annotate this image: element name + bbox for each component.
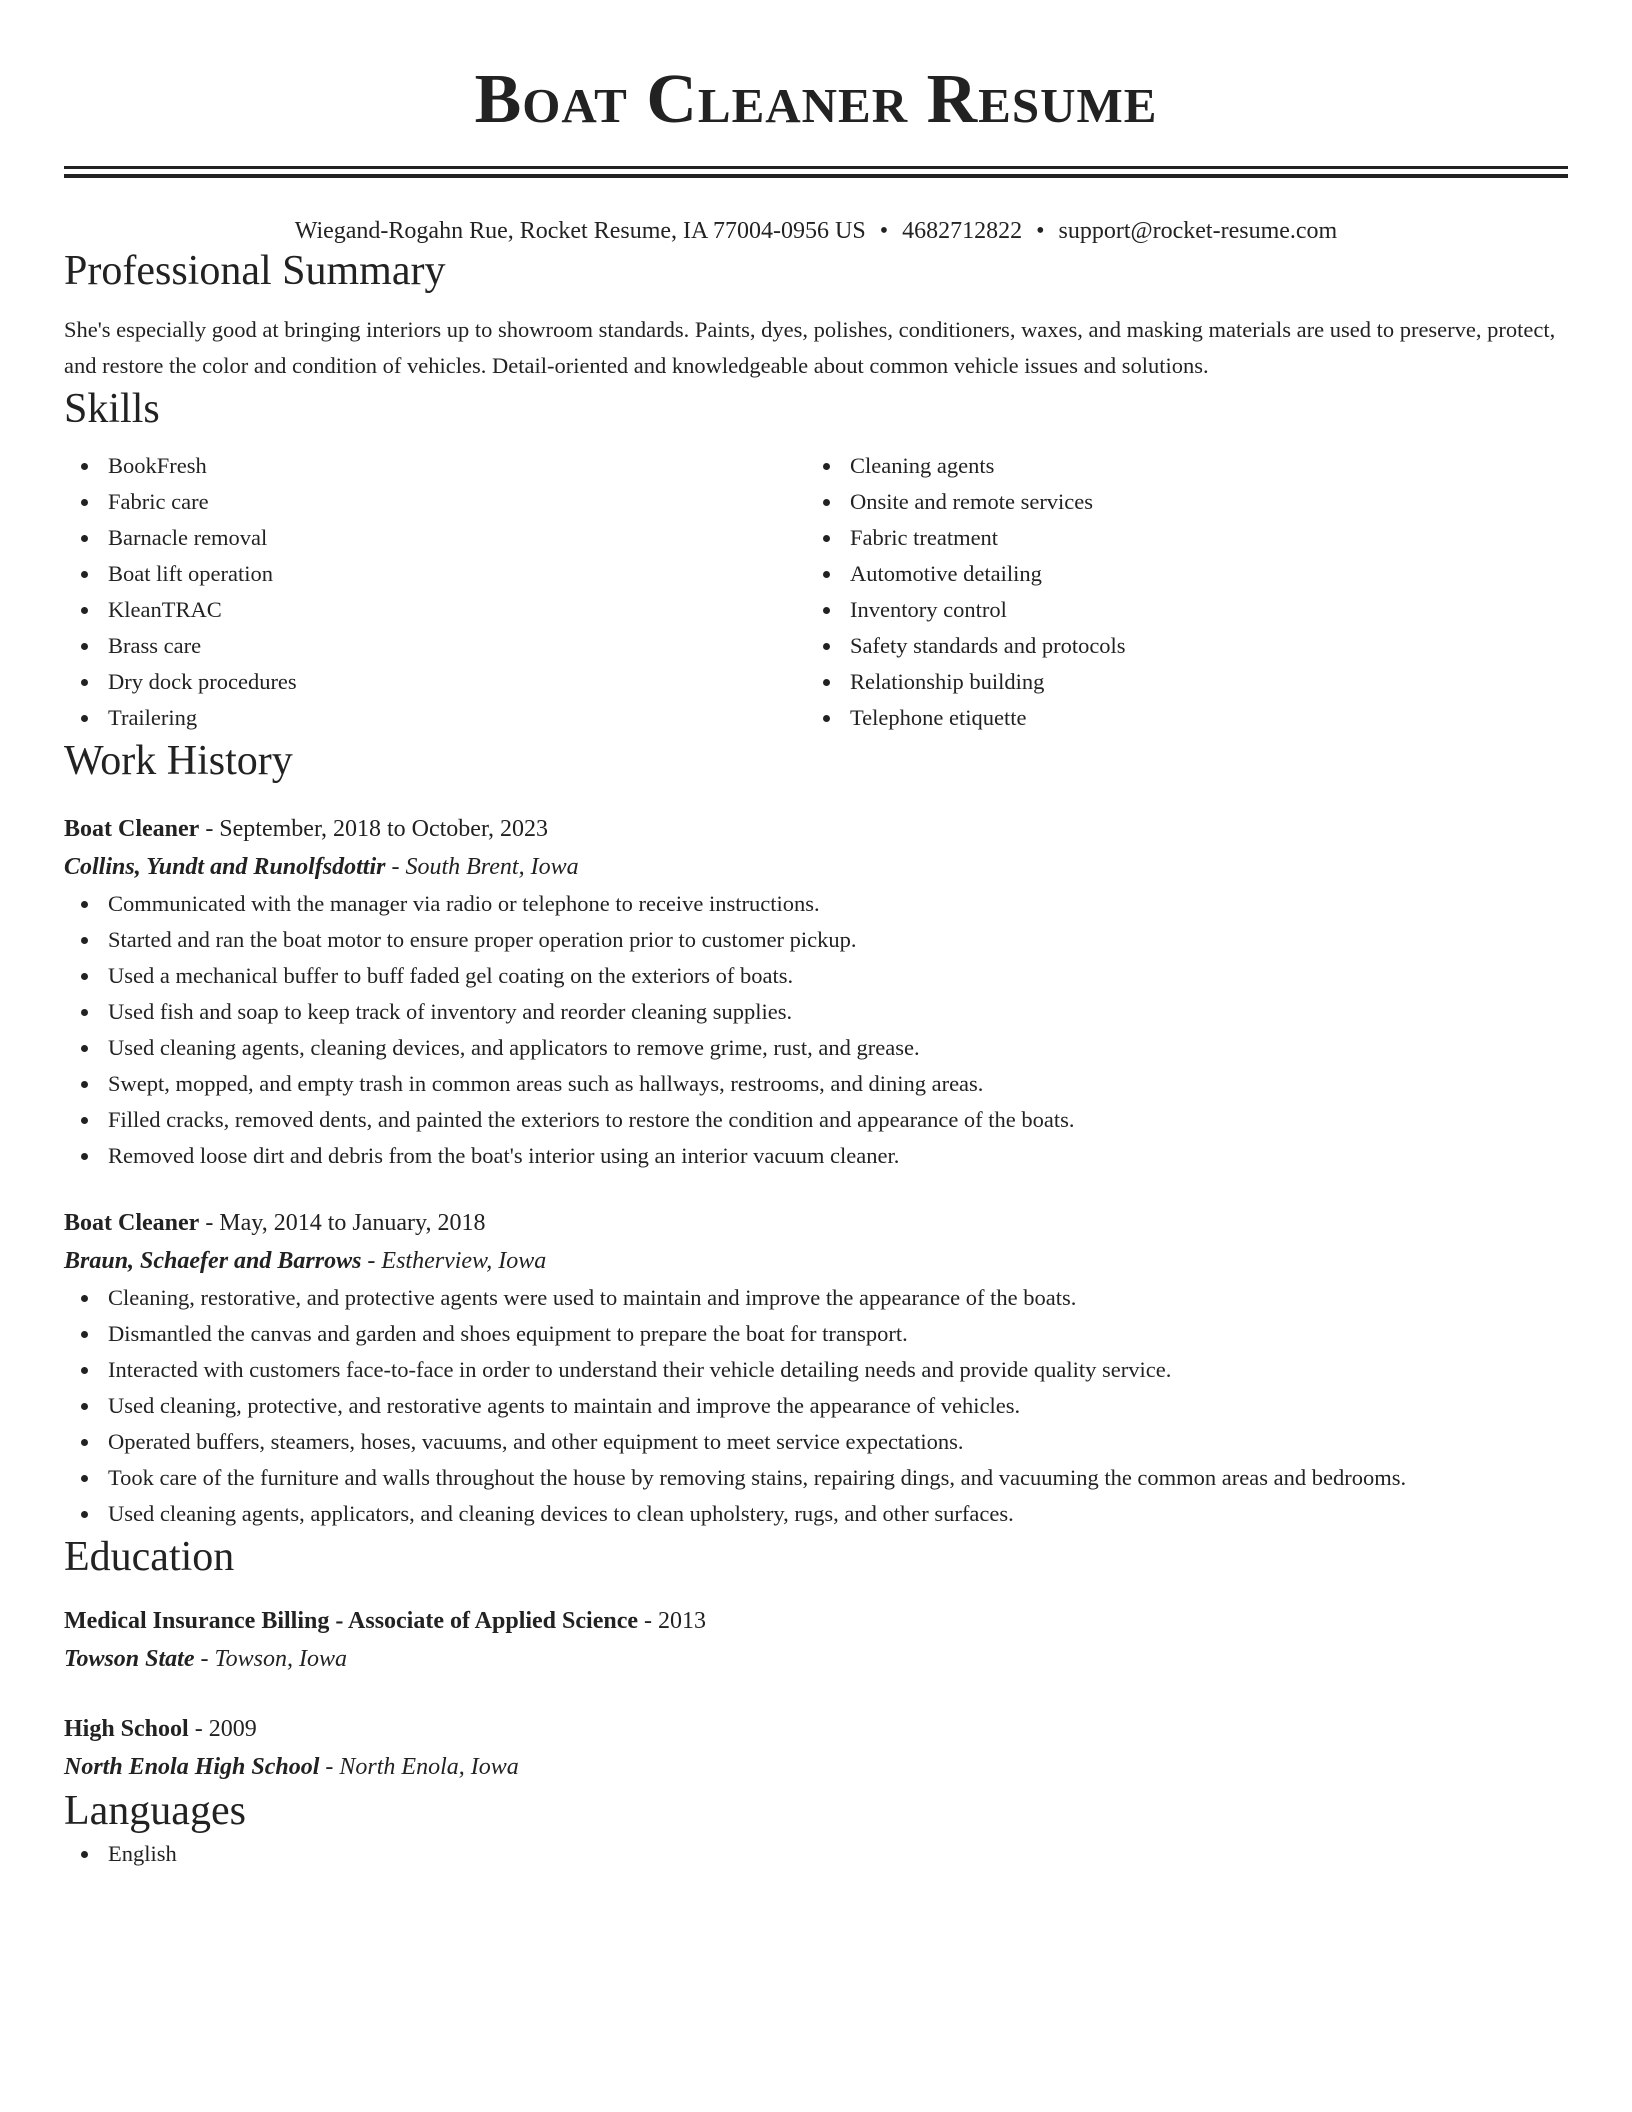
skill-item: Fabric care: [64, 484, 806, 520]
skill-item: Relationship building: [806, 664, 1548, 700]
job-duty: Took care of the furniture and walls throughout the house by removing stains, repairing dings, and vacuuming the common areas and bedrooms.: [64, 1460, 1568, 1496]
contact-separator: •: [1036, 218, 1045, 244]
contact-email: support@rocket-resume.com: [1058, 218, 1338, 244]
skill-item: BookFresh: [64, 448, 806, 484]
job-company: Braun, Schaefer and Barrows: [64, 1248, 362, 1274]
skill-item: Safety standards and protocols: [806, 628, 1548, 664]
language-item: English: [64, 1836, 1568, 1872]
job-location: - South Brent, Iowa: [385, 854, 579, 880]
job-duty: Interacted with customers face-to-face in order to understand their vehicle detailing needs and provide quality service.: [64, 1352, 1568, 1388]
skill-item: Trailering: [64, 700, 806, 736]
job-dates: - September, 2018 to October, 2023: [199, 816, 548, 842]
summary-text: She's especially good at bringing interiors up to showroom standards. Paints, dyes, polishes, conditioners, waxes, and masking materials are used to preserve, protect, and restore the color and condition of vehicles. Detail-oriented and knowledgeable about common vehicle issues and solutions.: [64, 317, 1556, 378]
job-duty: Operated buffers, steamers, hoses, vacuums, and other equipment to meet service expectations.: [64, 1424, 1568, 1460]
skill-item: Barnacle removal: [64, 520, 806, 556]
work-history-heading: Work History: [64, 738, 293, 784]
education-school: Towson State: [64, 1646, 195, 1672]
job-duty: Used cleaning agents, applicators, and cleaning devices to clean upholstery, rugs, and other surfaces.: [64, 1496, 1568, 1532]
education-school: North Enola High School: [64, 1754, 320, 1780]
education-degree-line: [64, 1710, 1568, 1748]
skill-item: Onsite and remote services: [806, 484, 1548, 520]
contact-line: [64, 216, 1568, 246]
job-title: Boat Cleaner: [64, 1210, 200, 1236]
contact-address: Wiegand-Rogahn Rue, Rocket Resume, IA 77004-0956 US: [294, 218, 866, 244]
job-duty: Started and ran the boat motor to ensure proper operation prior to customer pickup.: [64, 922, 1568, 958]
education-degree-line: [64, 1602, 1568, 1640]
title-divider-bottom: [64, 174, 1568, 178]
job-duty: Swept, mopped, and empty trash in common areas such as hallways, restrooms, and dining areas.: [64, 1066, 1568, 1102]
education-degree: Medical Insurance Billing - Associate of Applied Science: [64, 1608, 638, 1634]
job-duty: Filled cracks, removed dents, and painted the exteriors to restore the condition and appearance of the boats.: [64, 1102, 1568, 1138]
job-duty: Used a mechanical buffer to buff faded gel coating on the exteriors of boats.: [64, 958, 1568, 994]
skill-item: Dry dock procedures: [64, 664, 806, 700]
job-title-line: [64, 1204, 1568, 1242]
job-dates: - May, 2014 to January, 2018: [199, 1210, 486, 1236]
resume-title: Boat Cleaner Resume: [474, 61, 1158, 138]
summary-heading: Professional Summary: [64, 248, 446, 294]
job-duty: Used cleaning agents, cleaning devices, and applicators to remove grime, rust, and grease.: [64, 1030, 1568, 1066]
skills-heading: Skills: [64, 386, 160, 432]
contact-phone: 4682712822: [902, 218, 1023, 244]
skill-item: Automotive detailing: [806, 556, 1548, 592]
skill-item: Telephone etiquette: [806, 700, 1548, 736]
skill-item: Brass care: [64, 628, 806, 664]
education-year: - 2013: [638, 1608, 706, 1634]
skills-list-left: [64, 448, 806, 736]
resume-page: [64, 0, 1568, 1872]
languages-heading: Languages: [64, 1788, 246, 1834]
languages-list: [64, 1836, 1568, 1872]
skill-item: Boat lift operation: [64, 556, 806, 592]
education-heading: Education: [64, 1534, 235, 1580]
skill-item: Inventory control: [806, 592, 1548, 628]
title-divider-top: [64, 166, 1568, 169]
skills-list-right: [806, 448, 1548, 736]
education-degree: High School: [64, 1716, 189, 1742]
job-duties-list: [64, 886, 1568, 1174]
job-duties-list: [64, 1280, 1568, 1532]
job-title-line: [64, 810, 1568, 848]
job-company-line: [64, 848, 1568, 886]
education-location: - North Enola, Iowa: [319, 1754, 519, 1780]
skills-columns: [64, 448, 1568, 736]
education-school-line: [64, 1748, 1568, 1786]
skill-item: Fabric treatment: [806, 520, 1548, 556]
skill-item: KleanTRAC: [64, 592, 806, 628]
job-location: - Estherview, Iowa: [361, 1248, 547, 1274]
education-year: - 2009: [188, 1716, 257, 1742]
job-company: Collins, Yundt and Runolfsdottir: [64, 854, 386, 880]
job-title: Boat Cleaner: [64, 816, 200, 842]
skill-item: Cleaning agents: [806, 448, 1548, 484]
job-duty: Cleaning, restorative, and protective agents were used to maintain and improve the appearance of the boats.: [64, 1280, 1568, 1316]
job-duty: Communicated with the manager via radio or telephone to receive instructions.: [64, 886, 1568, 922]
contact-separator: •: [879, 218, 889, 244]
education-location: - Towson, Iowa: [194, 1646, 347, 1672]
job-duty: Dismantled the canvas and garden and shoes equipment to prepare the boat for transport.: [64, 1316, 1568, 1352]
job-duty: Used cleaning, protective, and restorative agents to maintain and improve the appearance of vehicles.: [64, 1388, 1568, 1424]
job-duty: Removed loose dirt and debris from the boat's interior using an interior vacuum cleaner.: [64, 1138, 1568, 1174]
job-duty: Used fish and soap to keep track of inventory and reorder cleaning supplies.: [64, 994, 1568, 1030]
job-company-line: [64, 1242, 1568, 1280]
education-school-line: [64, 1640, 1568, 1678]
